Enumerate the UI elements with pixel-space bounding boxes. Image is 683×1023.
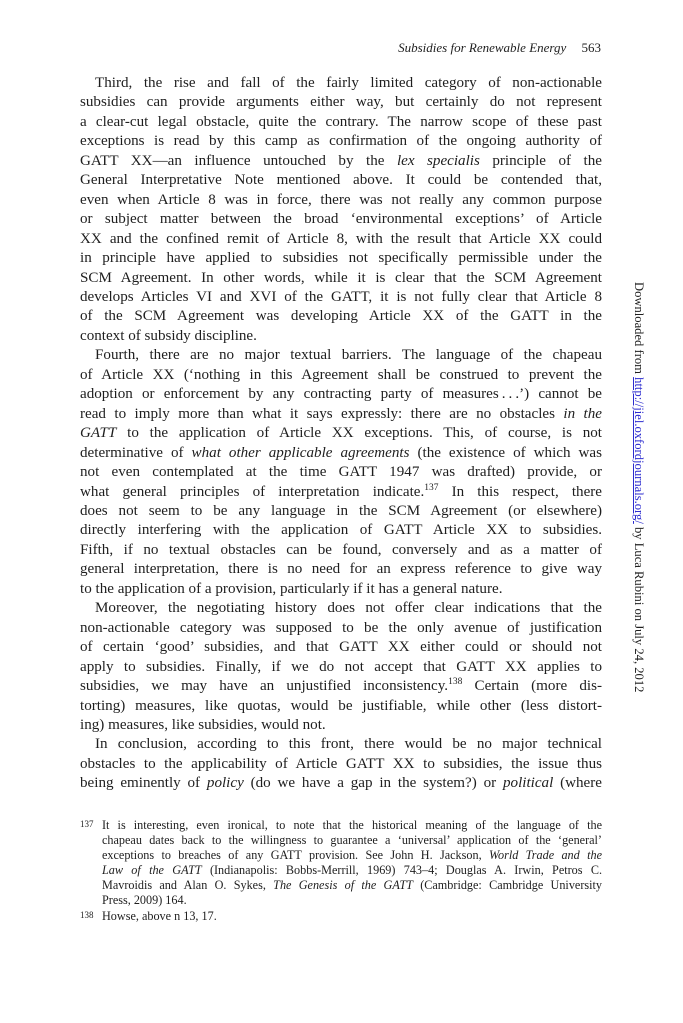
text-line: even when Article 8 was in force, there was not really any common purpose xyxy=(80,191,602,208)
paragraph-moreover xyxy=(80,599,602,735)
text-line xyxy=(80,424,602,443)
text-line xyxy=(102,878,602,893)
text-line: obstacles to the applicability of Article GATT XX to subsidies, the issue thus xyxy=(80,755,602,772)
journal-link[interactable]: http://jiel.oxfordjournals.org/ xyxy=(632,377,646,524)
text-segment: read to imply more than what it says expressly: there are no obstacles xyxy=(80,405,564,422)
text-line: It is interesting, even ironical, to note that the historical meaning of the language of the xyxy=(102,818,602,832)
footnote-ref-137[interactable]: 137 xyxy=(424,482,439,493)
text-line xyxy=(80,444,602,463)
text-line: context of subsidy discipline. xyxy=(80,327,257,344)
text-line xyxy=(80,483,602,502)
footnote-137 xyxy=(80,818,602,909)
italic-title: The Genesis of the GATT xyxy=(273,878,413,893)
text-line: of the SCM Agreement was developing Article XX of the GATT in the xyxy=(80,308,602,325)
running-head-title: Subsidies for Renewable Energy xyxy=(398,40,567,55)
text-line: a clear-cut legal obstacle, quite the contrary. The narrow scope of these past xyxy=(80,113,602,130)
text-line: not even contemplated at the time GATT 1947 was drafted) provide, or xyxy=(80,464,602,481)
download-watermark xyxy=(632,282,646,692)
page-number: 563 xyxy=(581,40,601,55)
text-segment: determinative of xyxy=(80,444,192,461)
text-line: Press, 2009) 164. xyxy=(102,893,187,908)
text-line: exceptions is read by this camp as confirmation of the ongoing authority of xyxy=(80,133,602,150)
footnote-138 xyxy=(80,909,602,924)
text-line: non-actionable category was supposed to be the only avenue of justification xyxy=(80,619,602,636)
text-segment: (the existence of which was xyxy=(409,444,602,461)
italic-term: in the xyxy=(563,405,602,422)
footnote-number: 138 xyxy=(80,909,94,920)
text-line: ing) measures, like subsidies, would not. xyxy=(80,716,326,733)
text-line: develops Articles VI and XVI of the GATT, it is not fully clear that Article 8 xyxy=(80,288,602,305)
text-line xyxy=(102,848,602,863)
text-segment: (Cambridge: Cambridge University xyxy=(412,878,602,893)
text-line: General Interpretative Note mentioned above. It could be contended that, xyxy=(80,172,602,189)
text-line: apply to subsidies. Finally, if we do not accept that GATT XX applies to xyxy=(80,658,602,675)
text-line: in principle have applied to subsidies not specifically permissible under the xyxy=(80,250,602,267)
body-text xyxy=(80,74,602,794)
italic-term: what other applicable agreements xyxy=(191,444,410,461)
text-line xyxy=(80,677,602,696)
text-line: Howse, above n 13, 17. xyxy=(102,908,217,923)
watermark-suffix: by Luca Rubini on July 24, 2012 xyxy=(632,523,646,693)
text-line: Third, the rise and fall of the fairly limited category of non-actionable xyxy=(95,75,602,91)
text-line: of Article XX (‘nothing in this Agreement shall be construed to prevent the xyxy=(80,366,602,383)
text-line: directly interfering with the application of GATT Article XX to subsidies. xyxy=(80,522,602,539)
text-segment: GATT XX—an influence untouched by the xyxy=(80,152,397,169)
text-line xyxy=(102,863,602,878)
text-line: does not seem to be any language in the SCM Agreement (or elsewhere) xyxy=(80,502,602,519)
text-segment: (where xyxy=(553,775,602,792)
running-head xyxy=(398,40,601,56)
text-line: adoption or enforcement by any contracting party of measures . . .’) cannot be xyxy=(80,386,602,403)
text-line xyxy=(80,152,602,171)
footnote-ref-138[interactable]: 138 xyxy=(448,677,463,688)
text-line: Moreover, the negotiating history does not offer clear indications that the xyxy=(95,600,602,617)
text-line: SCM Agreement. In other words, while it is clear that the SCM Agreement xyxy=(80,269,602,286)
italic-title: Law of the GATT xyxy=(102,863,202,878)
paragraph-fourth xyxy=(80,346,602,599)
text-line: Fifth, if no textual obstacles can be found, conversely and as a matter of xyxy=(80,541,602,558)
footnote-number: 137 xyxy=(80,819,94,829)
text-segment: (Indianapolis: Bobbs-Merrill, 1969) 743–4; Douglas A. Irwin, Petros C. xyxy=(209,863,602,878)
text-segment: to the application of Article XX exceptions. This, of course, is not xyxy=(116,425,602,442)
text-segment: Mavroidis and Alan O. Sykes, xyxy=(102,878,274,893)
text-segment: (do we have a gap in the system?) or xyxy=(243,775,503,792)
italic-title: World Trade and the xyxy=(488,848,602,863)
text-line: In conclusion, according to this front, there would be no major technical xyxy=(95,736,602,753)
text-line: general interpretation, there is no need for an express reference to give way xyxy=(80,561,602,578)
footnotes xyxy=(80,818,602,924)
text-segment: subsidies, we may have an unjustified inconsistency. xyxy=(80,678,449,695)
italic-term: lex specialis xyxy=(396,152,480,169)
text-segment: principle of the xyxy=(479,152,602,169)
text-line: XX and the confined remit of Article 8, with the result that Article XX could xyxy=(80,230,602,247)
text-line xyxy=(80,774,602,793)
text-line: Fourth, there are no major textual barriers. The language of the chapeau xyxy=(95,347,602,364)
text-line: to the application of a provision, particularly if it has a general nature. xyxy=(80,580,503,597)
text-line: or subject matter between the broad ‘environmental exceptions’ of Article xyxy=(80,211,602,228)
italic-term: GATT xyxy=(80,425,117,442)
text-line: chapeau dates back to the willingness to guarantee a ‘universal’ application of the ‘general’ xyxy=(102,833,602,848)
text-line: of certain ‘good’ subsidies, and that GATT XX either could or should not xyxy=(80,639,602,656)
text-segment: exceptions to breaches of any GATT provision. See John H. Jackson, xyxy=(102,848,489,863)
text-segment: what general principles of interpretation indicate. xyxy=(80,483,425,500)
text-segment: In this respect, there xyxy=(438,483,602,500)
text-segment: Certain (more dis- xyxy=(462,678,602,695)
italic-term: policy xyxy=(206,775,244,792)
text-line: torting) measures, like quotas, would be justifiable, while other (less distort- xyxy=(80,697,602,714)
italic-term: political xyxy=(502,775,554,792)
paragraph-conclusion xyxy=(80,735,602,793)
text-line: subsidies can provide arguments either way, but certainly do not represent xyxy=(80,94,602,111)
text-segment: being eminently of xyxy=(80,775,207,792)
watermark-prefix: Downloaded from xyxy=(632,282,646,378)
text-line xyxy=(80,405,602,424)
paragraph-third xyxy=(80,74,602,346)
